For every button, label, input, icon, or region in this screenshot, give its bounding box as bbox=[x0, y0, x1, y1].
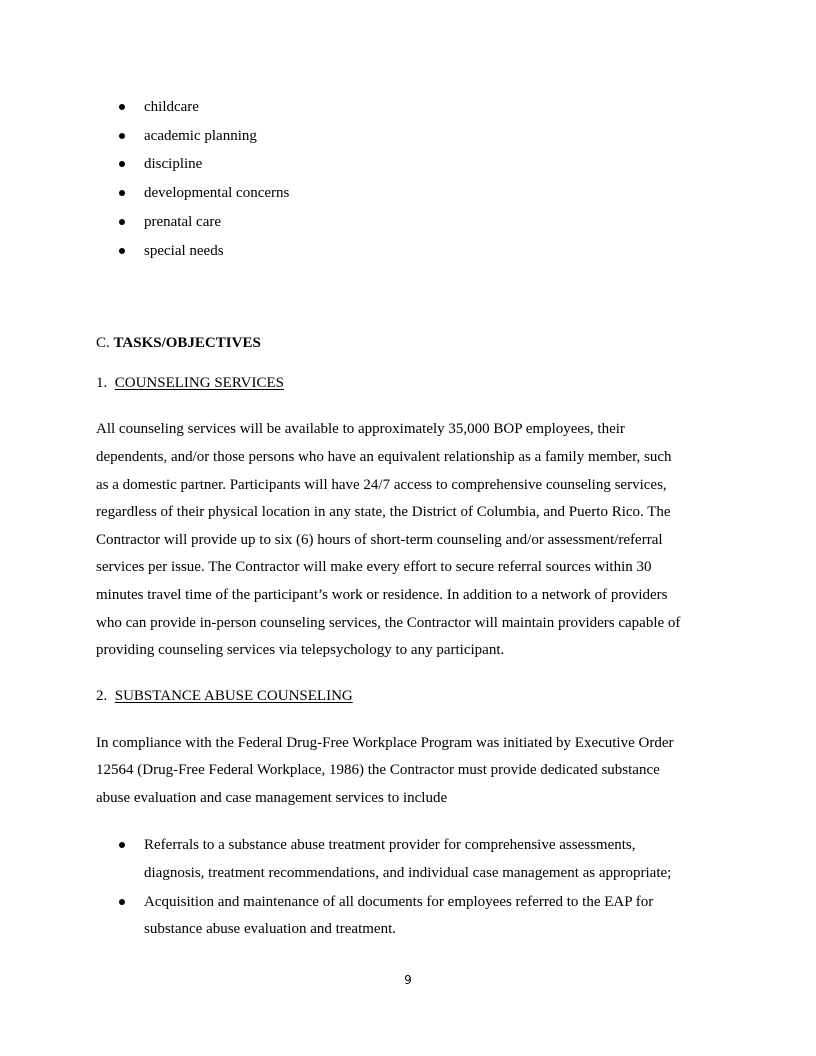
section-title: TASKS/OBJECTIVES bbox=[113, 335, 261, 351]
bullet-icon bbox=[119, 842, 125, 848]
subheading-number: 2. bbox=[96, 688, 115, 704]
bullet-icon bbox=[119, 899, 125, 905]
paragraph-line: All counseling services will be available to approximately 35,000 BOP employees, their bbox=[96, 421, 625, 437]
subheading-title: COUNSELING SERVICES bbox=[114, 375, 284, 391]
paragraph-line: minutes travel time of the participant’s work or residence. In addition to a network of providers bbox=[96, 587, 668, 603]
paragraph-line: dependents, and/or those persons who have an equivalent relationship as a family member, such bbox=[96, 449, 672, 465]
paragraph-line: services per issue. The Contractor will make every effort to secure referral sources within 30 bbox=[96, 559, 652, 575]
bullet-icon bbox=[119, 190, 125, 196]
list-item: academic planning bbox=[144, 128, 257, 144]
subheading-title: SUBSTANCE ABUSE COUNSELING bbox=[114, 688, 353, 704]
paragraph-line: as a domestic partner. Participants will have 24/7 access to comprehensive counseling services, bbox=[96, 477, 667, 493]
page-number: 9 bbox=[404, 973, 412, 987]
paragraph-line: regardless of their physical location in any state, the District of Columbia, and Puerto Rico. The bbox=[96, 504, 671, 520]
section-heading bbox=[96, 334, 261, 352]
bullet-icon bbox=[119, 219, 125, 225]
paragraph-line: 12564 (Drug-Free Federal Workplace, 1986) the Contractor must provide dedicated substance bbox=[96, 762, 660, 778]
list-item-line: substance abuse evaluation and treatment. bbox=[144, 921, 396, 937]
list-item-line: Acquisition and maintenance of all documents for employees referred to the EAP for bbox=[144, 894, 654, 910]
bullet-icon bbox=[119, 248, 125, 254]
bullet-icon bbox=[119, 104, 125, 110]
list-item: prenatal care bbox=[144, 214, 222, 230]
subheading-substance-abuse bbox=[96, 687, 353, 705]
section-prefix: C. bbox=[96, 335, 114, 351]
subheading-counseling-services bbox=[96, 374, 284, 392]
list-item: special needs bbox=[144, 243, 224, 259]
subheading-number: 1. bbox=[96, 375, 115, 391]
list-item: childcare bbox=[144, 99, 199, 115]
paragraph-line: providing counseling services via telepsychology to any participant. bbox=[96, 642, 505, 658]
list-item: discipline bbox=[144, 156, 203, 172]
list-item-line: Referrals to a substance abuse treatment provider for comprehensive assessments, bbox=[144, 837, 636, 853]
paragraph-line: In compliance with the Federal Drug-Free Workplace Program was initiated by Executive Order bbox=[96, 735, 674, 751]
list-item-line: diagnosis, treatment recommendations, and individual case management as appropriate; bbox=[144, 865, 672, 881]
paragraph-line: Contractor will provide up to six (6) hours of short-term counseling and/or assessment/referral bbox=[96, 532, 663, 548]
bullet-icon bbox=[119, 133, 125, 139]
paragraph-line: abuse evaluation and case management services to include bbox=[96, 790, 448, 806]
paragraph-line: who can provide in-person counseling services, the Contractor will maintain providers capable of bbox=[96, 615, 681, 631]
list-item: developmental concerns bbox=[144, 185, 290, 201]
bullet-icon bbox=[119, 161, 125, 167]
